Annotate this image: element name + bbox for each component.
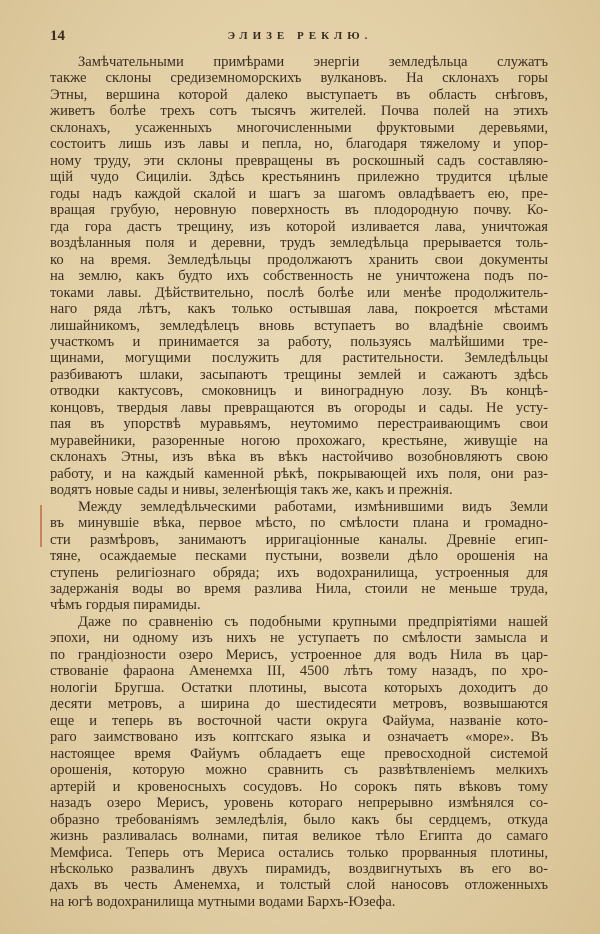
text-line: на землю, какъ будто ихъ собственность не уничтожена подъ по- xyxy=(50,268,548,285)
text-line: Между земледѣльческими работами, измѣнившими видъ Земли xyxy=(78,498,548,515)
text-line: щій чудо Сициліи. Здѣсь крестьянинъ прилежно трудится цѣлые xyxy=(50,169,548,186)
text-line: ствованіе фараона Аменемха III, 4500 лѣтъ тому назадъ, по хро- xyxy=(50,663,548,680)
paragraph xyxy=(50,614,548,910)
text-line: раго заимствовано изъ коптскаго языка и означаетъ «море». Въ xyxy=(50,729,548,746)
text-line: участкомъ и принимается за работу, пользуясь малѣйшими тре- xyxy=(50,333,548,350)
text-line: десяти метровъ, а ширина до шестидесяти метровъ, возвышаются xyxy=(50,696,548,713)
running-title: ЭЛИЗЕ РЕКЛЮ. xyxy=(227,30,373,42)
text-line: ному труду, эти склоны превращены въ роскошный садъ составляю- xyxy=(50,152,548,169)
text-line: разбиваютъ шлаки, засыпаютъ трещины землей и сажаютъ здѣсь xyxy=(50,366,548,383)
text-line: чѣмъ гордыя пирамиды. xyxy=(50,597,201,614)
text-line: образно требованіямъ земледѣлія, было какъ бы сердцемъ, откуда xyxy=(50,811,548,828)
text-line: ко на время. Земледѣльцы продолжаютъ хранить свои документы xyxy=(50,251,548,268)
text-line: склонахъ Этны, изъ вѣка въ вѣкъ настойчиво возобновляютъ свою xyxy=(50,449,548,466)
text-line: Даже по сравненію съ подобными крупными предпріятіями нашей xyxy=(78,613,548,630)
text-line: лишайникомъ, земледѣлецъ вновь вступаетъ во владѣніе своимъ xyxy=(50,317,548,334)
text-line: Мемфиса. Теперь отъ Мериса остались только прорванныя плотины, xyxy=(50,844,548,861)
text-line: на югѣ водохранилища мутными водами Бархъ-Юзефа. xyxy=(50,893,396,910)
paragraph xyxy=(50,499,548,614)
text-line: также склоны средиземноморскихъ вулкановъ. На склонахъ горы xyxy=(50,70,548,87)
text-line: гда гора дастъ трещину, изъ которой изливается лава, уничтожая xyxy=(50,218,548,235)
text-line: отводки кактусовъ, смоковницъ и виноградную лозу. Въ концѣ- xyxy=(50,383,548,400)
text-line: Замѣчательными примѣрами энергіи земледѣльца служатъ xyxy=(78,54,548,70)
text-line: работу, и на каждый каменной рѣкѣ, покрывающей ихъ поля, они раз- xyxy=(50,465,548,482)
text-line: годы надъ каждой скалой и шагъ за шагомъ овладѣваетъ ею, пре- xyxy=(50,185,548,202)
text-line: орошенія, которую можно сравнить съ развѣтвленіемъ мелкихъ xyxy=(50,762,548,779)
text-line: еще и теперь въ восточной части округа Файума, названіе кото- xyxy=(50,712,548,729)
text-line: концовъ, твердыя лавы превращаются въ огороды и сады. Не усту- xyxy=(50,399,548,416)
text-line: въ минувшіе вѣка, первое мѣсто, по смѣлости плана и громадно- xyxy=(50,515,548,532)
text-line: Этны, вершина которой далеко выступаетъ въ область снѣговъ, xyxy=(50,86,548,103)
text-line: состоитъ лишь изъ лавы и пепла, но, благодаря тяжелому и упор- xyxy=(50,136,548,153)
text-line: воздѣланныя поля и деревни, трудъ земледѣльца прерывается толь- xyxy=(50,235,548,252)
text-line: ступень религіознаго обряда; ихъ водохранилища, устроенныя для xyxy=(50,564,548,581)
text-line: токами лавы. Дѣйствительно, послѣ болѣе или менѣе продолжитель- xyxy=(50,284,548,301)
text-line: сти размѣровъ, занимаютъ ирригаціонные каналы. Древніе егип- xyxy=(50,531,548,548)
text-line: задержанія воды во время разлива Нила, стоили не меньше труда, xyxy=(50,581,548,597)
text-line: тяне, осаждаемые песками пустыни, возвели дѣло орошенія на xyxy=(50,548,548,565)
text-line: дахъ въ честь Аменемха, и толстый слой наносовъ отложенныхъ xyxy=(50,877,548,894)
text-line: склонахъ, усаженныхъ многочисленными фруктовыми деревьями, xyxy=(50,119,548,136)
text-line: наго ряда лѣтъ, какъ только остывшая лава, покроется мѣстами xyxy=(50,301,548,318)
text-line: муравейники, разоренные ногою прохожаго, крестьяне, живущіе на xyxy=(50,432,548,449)
text-line: жизнь разливалась волнами, питая великое тѣло Египта до самаго xyxy=(50,828,548,845)
text-line: эпохи, ни одному изъ нихъ не уступаетъ по смѣлости замысла и xyxy=(50,630,548,647)
text-line: настоящее время Файумъ обладаетъ еще превосходной системой xyxy=(50,745,548,762)
page-number: 14 xyxy=(50,28,65,44)
text-line: нологіи Бругша. Остатки плотины, высота которыхъ доходитъ до xyxy=(50,679,548,696)
text-line: артерій и кровеносныхъ сосудовъ. Но сорокъ пять вѣковъ тому xyxy=(50,778,548,795)
text-line: вращая грубую, неровную поверхность въ плодородную почву. Ко- xyxy=(50,202,548,219)
text-line: назадъ озеро Мерисъ, уровень котораго непрерывно измѣнялся со- xyxy=(50,795,548,812)
text-line: живетъ болѣе трехъ сотъ тысячъ жителей. Почва полей на этихъ xyxy=(50,103,548,120)
text-line: по грандіозности озеро Мерисъ, устроенное для водъ Нила въ цар- xyxy=(50,646,548,663)
text-line: нѣсколько развалинъ двухъ пирамидъ, воздвигнутыхъ въ его во- xyxy=(50,860,548,877)
text-line: пая въ упорствѣ муравьямъ, неутомимо перестраивающимъ свои xyxy=(50,416,548,433)
paragraph xyxy=(50,54,548,499)
body-text xyxy=(50,54,548,910)
text-line: водятъ новые сады и нивы, зеленѣющія такъ же, какъ и прежнія. xyxy=(50,482,453,499)
text-line: щинами, могущими послужить для растительности. Земледѣльцы xyxy=(50,350,548,367)
margin-mark xyxy=(40,505,42,547)
